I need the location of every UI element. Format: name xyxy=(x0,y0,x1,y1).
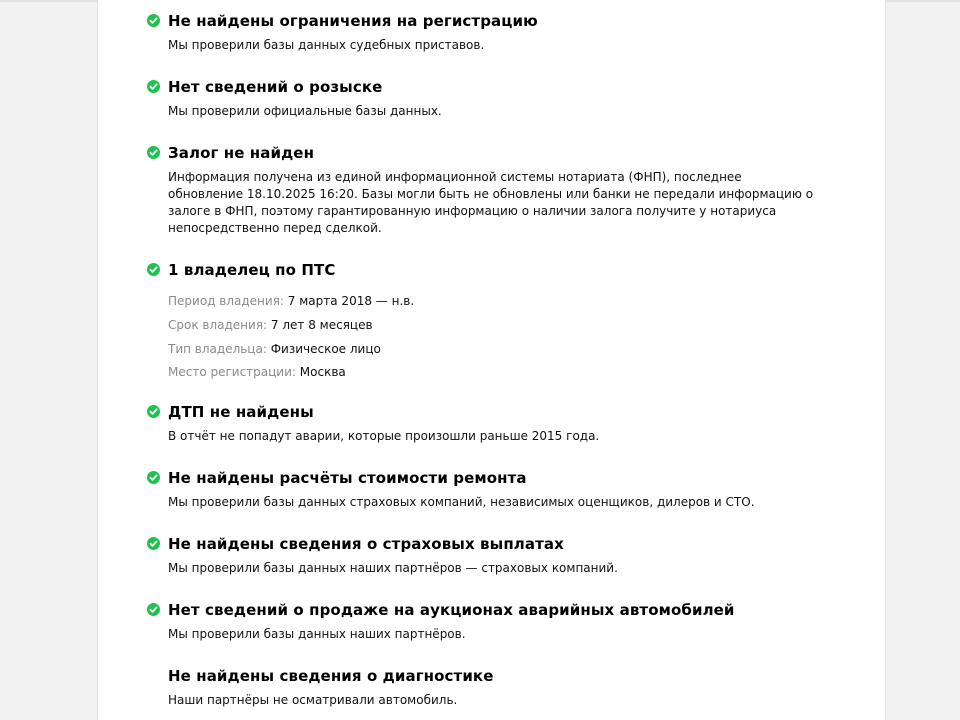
item-description-line: непосредственно перед сделкой. xyxy=(168,221,382,235)
item-description: Мы проверили официальные базы данных. xyxy=(168,104,442,118)
detail-key: Место регистрации: xyxy=(168,365,296,379)
owner-detail-type xyxy=(168,341,381,357)
item-title: Залог не найден xyxy=(168,144,315,162)
item-description-line: залоге в ФНП, поэтому гарантированную информацию о наличии залога получите у нотариуса xyxy=(168,204,777,218)
item-title: Не найдены расчёты стоимости ремонта xyxy=(168,469,527,487)
item-title: 1 владелец по ПТС xyxy=(168,261,336,279)
report-item-repair-estimates xyxy=(98,469,885,509)
report-item-salvage-auctions xyxy=(98,601,885,641)
report-item-owners xyxy=(98,261,885,379)
detail-key: Тип владельца: xyxy=(168,342,267,356)
item-description: Мы проверили базы данных страховых компаний, независимых оценщиков, дилеров и СТО. xyxy=(168,495,755,509)
detail-key: Срок владения: xyxy=(168,318,268,332)
check-circle-icon xyxy=(147,14,160,27)
item-description: В отчёт не попадут аварии, которые произошли раньше 2015 года. xyxy=(168,429,600,443)
check-circle-icon xyxy=(147,603,160,616)
detail-key: Период владения: xyxy=(168,294,284,308)
check-circle-icon xyxy=(147,537,160,550)
report-item-diagnostics xyxy=(98,667,885,707)
report-item-accidents xyxy=(98,403,885,443)
check-circle-icon xyxy=(147,263,160,276)
report-item-registration-restrictions xyxy=(98,12,885,52)
detail-value: Физическое лицо xyxy=(270,342,381,356)
owner-detail-period xyxy=(168,293,414,309)
detail-value: 7 лет 8 месяцев xyxy=(270,318,373,332)
report-item-insurance-payments xyxy=(98,535,885,575)
item-title: Нет сведений о продаже на аукционах аварийных автомобилей xyxy=(168,601,735,619)
check-circle-icon xyxy=(147,146,160,159)
item-description: Мы проверили базы данных судебных приставов. xyxy=(168,38,485,52)
detail-value: 7 марта 2018 — н.в. xyxy=(287,294,415,308)
check-circle-icon xyxy=(147,405,160,418)
item-description: Мы проверили базы данных наших партнёров — страховых компаний. xyxy=(168,561,618,575)
item-title: Не найдены сведения о диагностике xyxy=(168,667,494,685)
item-title: Не найдены ограничения на регистрацию xyxy=(168,12,538,30)
item-description-line: Информация получена из единой информационной системы нотариата (ФНП), последнее xyxy=(168,170,742,184)
item-description-line: обновление 18.10.2025 16:20. Базы могли быть не обновлены или банки не передали информацию о xyxy=(168,187,814,201)
report-item-wanted xyxy=(98,78,885,118)
item-title: ДТП не найдены xyxy=(168,403,314,421)
item-description: Наши партнёры не осматривали автомобиль. xyxy=(168,693,458,707)
owner-detail-duration xyxy=(168,317,373,333)
item-title: Не найдены сведения о страховых выплатах xyxy=(168,535,564,553)
check-circle-icon xyxy=(147,471,160,484)
report-card xyxy=(97,0,886,720)
item-description: Мы проверили базы данных наших партнёров. xyxy=(168,627,466,641)
check-circle-icon xyxy=(147,80,160,93)
report-item-pledge xyxy=(98,144,885,235)
detail-value: Москва xyxy=(299,365,346,379)
owner-detail-registration-place xyxy=(168,364,346,380)
item-title: Нет сведений о розыске xyxy=(168,78,383,96)
